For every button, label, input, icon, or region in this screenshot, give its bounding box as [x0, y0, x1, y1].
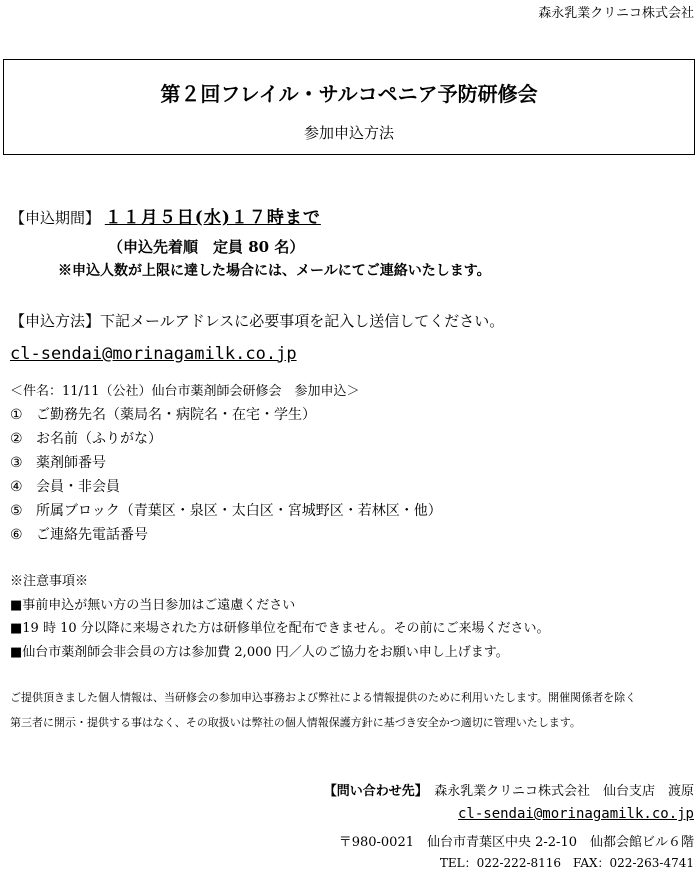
list-item — [10, 500, 442, 520]
list-text: お名前（ふりがな） — [36, 431, 162, 447]
method-label: 【申込方法】 — [10, 312, 101, 330]
email-subject: ＜件名：11/11（公社）仙台市薬剤師会研修会 参加申込＞ — [10, 384, 360, 399]
method-text: 下記メールアドレスに必要事項を記入し送信してください。 — [100, 312, 505, 330]
privacy-line: ご提供頂きました個人情報は、当研修会の参加申込事務および弊社による情報提供のために利用いたします。開催関係者を除く — [10, 691, 637, 704]
list-number: ① — [10, 407, 23, 423]
note-item: ■仙台市薬剤師会非会員の方は参加費 2,000 円／人のご協力をお願い申し上げます。 — [10, 645, 509, 660]
list-item — [10, 428, 162, 448]
list-item — [10, 452, 106, 472]
list-text: 薬剤師番号 — [36, 455, 106, 471]
page-title: 第２回フレイル・サルコペニア予防研修会 — [160, 82, 538, 106]
list-number: ② — [10, 431, 23, 447]
note-item: ■事前申込が無い方の当日参加はご遠慮ください — [10, 598, 296, 613]
list-number: ⑥ — [10, 527, 23, 543]
contact-label: 【問い合わせ先】 — [323, 784, 422, 799]
page-subtitle: 参加申込方法 — [303, 124, 394, 142]
note-item: ■19 時 10 分以降に来場された方は研修単位を配布できません。その前にご来場ください。 — [10, 621, 550, 636]
list-item — [10, 476, 120, 496]
list-text: 所属ブロック（青葉区・泉区・太白区・宮城野区・若林区・他） — [36, 503, 442, 519]
privacy-line: 第三者に開示・提供する事はなく、その取扱いは弊社の個人情報保護方針に基づき安全かつ適切に管理いたします。 — [10, 716, 581, 729]
contact-org: 森永乳業クリニコ株式会社 仙台支店 渡原 — [434, 784, 694, 799]
list-text: ご連絡先電話番号 — [36, 527, 148, 543]
contact-row — [324, 780, 694, 799]
method-row — [10, 310, 504, 331]
list-item — [10, 404, 316, 424]
list-text: ご勤務先名（薬局名・病院名・在宅・学生） — [36, 407, 316, 423]
list-item — [10, 524, 148, 544]
application-email-link[interactable]: cl-sendai@morinagamilk.co.jp — [10, 344, 297, 364]
period-row — [10, 203, 321, 228]
list-text: 会員・非会員 — [36, 479, 120, 495]
deadline-text: １１月５日(水)１７時まで — [104, 208, 321, 228]
list-number: ④ — [10, 479, 23, 495]
title-box — [3, 59, 695, 155]
notes-heading: ※注意事項※ — [10, 574, 89, 589]
contact-phone: TEL：022-222-8116 FAX：022-263-4741 — [439, 856, 694, 870]
company-name-header: 森永乳業クリニコ株式会社 — [538, 6, 694, 21]
period-label: 【申込期間】 — [10, 209, 101, 227]
contact-address: 〒980-0021 仙台市青葉区中央 2-2-10 仙都会館ビル６階 — [338, 835, 694, 850]
contact-email-link[interactable]: cl-sendai@morinagamilk.co.jp — [457, 806, 694, 822]
limit-note: ※申込人数が上限に達した場合には、メールにてご連絡いたします。 — [58, 263, 491, 279]
list-number: ⑤ — [10, 503, 23, 519]
capacity-text: （申込先着順 定員 80 名） — [108, 238, 305, 256]
list-number: ③ — [10, 455, 23, 471]
